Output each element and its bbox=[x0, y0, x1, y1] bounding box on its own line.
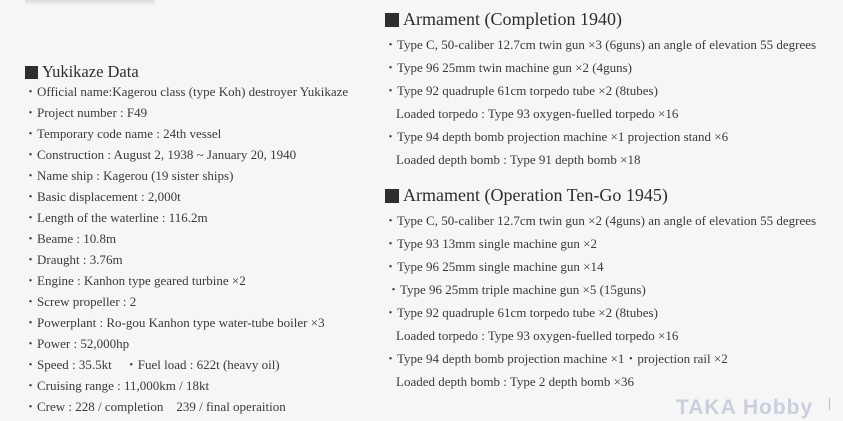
top-faded-text bbox=[25, 0, 155, 6]
data-heading bbox=[25, 62, 139, 82]
armament-1940-heading-label: Armament (Completion 1940) bbox=[403, 9, 622, 29]
armament-line: ・Type 96 25mm single machine gun ×14 bbox=[384, 259, 604, 274]
data-line: ・Construction : August 2, 1938 ~ January 20, 1940 bbox=[24, 147, 297, 162]
armament-line: ・Type 92 quadruple 61cm torpedo tube ×2 (8tubes) bbox=[384, 83, 658, 98]
armament-line: Loaded depth bomb : Type 2 depth bomb ×36 bbox=[396, 374, 634, 389]
square-bullet-icon bbox=[385, 189, 399, 203]
armament-line: ・Type 94 depth bomb projection machine ×1 projection stand ×6 bbox=[384, 129, 729, 144]
armament-line: ・Type C, 50-caliber 12.7cm twin gun ×2 (4guns) an angle of elevation 55 degrees bbox=[384, 213, 817, 228]
data-line: ・Official name:Kagerou class (type Koh) destroyer Yukikaze bbox=[24, 84, 349, 99]
armament-line: Loaded depth bomb : Type 91 depth bomb ×18 bbox=[396, 152, 641, 167]
armament-line: Loaded torpedo : Type 93 oxygen-fuelled torpedo ×16 bbox=[396, 106, 679, 121]
armament-line: ・Type 93 13mm single machine gun ×2 bbox=[384, 236, 597, 251]
armament-1940-heading bbox=[385, 9, 622, 30]
armament-line: ・Type C, 50-caliber 12.7cm twin gun ×3 (6guns) an angle of elevation 55 degrees bbox=[384, 37, 817, 52]
armament-line: ・Type 94 depth bomb projection machine ×1・projection rail ×2 bbox=[384, 351, 728, 366]
data-line: ・Length of the waterline : 116.2m bbox=[24, 210, 208, 225]
data-line: ・Engine : Kanhon type geared turbine ×2 bbox=[24, 273, 246, 288]
square-bullet-icon bbox=[25, 66, 38, 79]
data-line: ・Speed : 35.5kt ・Fuel load : 622t (heavy oil) bbox=[24, 357, 280, 372]
data-line: ・Draught : 3.76m bbox=[24, 252, 123, 267]
data-line: ・Power : 52,000hp bbox=[24, 336, 130, 351]
armament-line: ・Type 92 quadruple 61cm torpedo tube ×2 (8tubes) bbox=[384, 305, 658, 320]
data-line: ・Temporary code name : 24th vessel bbox=[24, 126, 222, 141]
armament-line: ・Type 96 25mm twin machine gun ×2 (4guns) bbox=[384, 60, 632, 75]
edge-mark bbox=[829, 398, 830, 410]
data-line: ・Crew : 228 / completion 239 / final operaition bbox=[24, 399, 286, 414]
armament-line: ・Type 96 25mm triple machine gun ×5 (15guns) bbox=[387, 282, 646, 297]
taka-hobby-watermark: TAKA Hobby bbox=[676, 396, 814, 419]
armament-1945-heading-label: Armament (Operation Ten-Go 1945) bbox=[403, 185, 668, 205]
armament-1945-heading bbox=[385, 185, 668, 206]
data-line: ・Screw propeller : 2 bbox=[24, 294, 137, 309]
data-line: ・Basic displacement : 2,000t bbox=[24, 189, 181, 204]
data-line: ・Beame : 10.8m bbox=[24, 231, 117, 246]
data-line: ・Powerplant : Ro-gou Kanhon type water-tube boiler ×3 bbox=[24, 315, 325, 330]
data-line: ・Cruising range : 11,000km / 18kt bbox=[24, 378, 210, 393]
square-bullet-icon bbox=[385, 13, 399, 27]
data-line: ・Project number : F49 bbox=[24, 105, 148, 120]
armament-line: Loaded torpedo : Type 93 oxygen-fuelled torpedo ×16 bbox=[396, 328, 679, 343]
data-heading-label: Yukikaze Data bbox=[42, 62, 139, 81]
data-line: ・Name ship : Kagerou (19 sister ships) bbox=[24, 168, 234, 183]
